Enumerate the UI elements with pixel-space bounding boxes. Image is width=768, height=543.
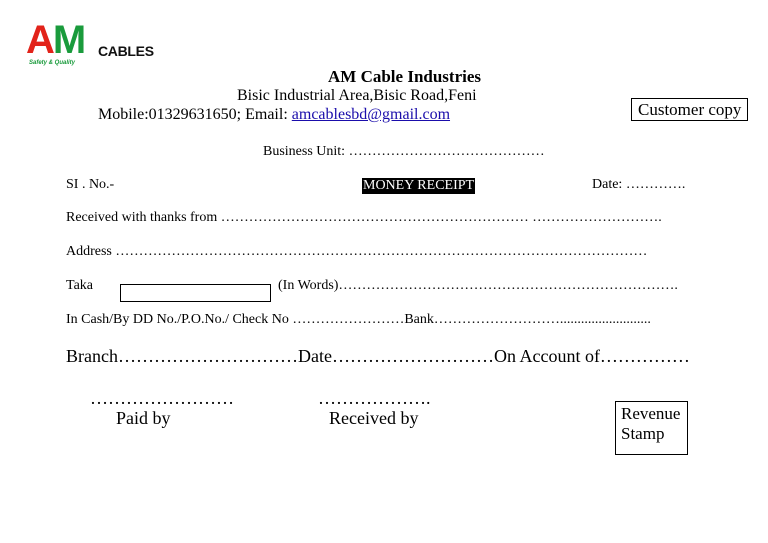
email-link[interactable]: amcablesbd@gmail.com [291,106,451,123]
company-logo [26,20,156,70]
stamp-label-line2: Stamp [621,424,665,443]
stamp-label-line1: Revenue [621,404,681,423]
company-address: Bisic Industrial Area,Bisic Road,Feni [237,87,477,104]
branch-date-account-field: Branch…………………………Date………………………On Account of…………… [66,346,690,366]
date-field: Date: …………. [592,177,686,192]
si-no-field: SI . No.- [66,177,115,192]
taka-label: Taka [66,278,94,293]
customer-copy-badge: Customer copy [631,98,748,121]
received-by-signature-line: ………………. [318,388,431,408]
taka-amount-box[interactable] [120,284,271,302]
logo-brand-word: CABLES [98,43,154,59]
paid-by-signature-line: …………………… [90,388,234,408]
contact-text: Mobile:01329631650; Email: [98,106,292,123]
company-contact [98,106,450,124]
revenue-stamp-box [615,401,688,455]
logo-letter-a: A [26,18,53,62]
company-name: AM Cable Industries [328,67,482,86]
business-unit-field: Business Unit: …………………………………… [263,144,545,159]
logo-letter-m: M [52,18,85,62]
in-words-field: (In Words)………………………………………………………………. [278,278,678,293]
receipt-title: MONEY RECEIPT [363,178,475,193]
paid-by-label: Paid by [116,408,171,428]
received-by-label: Received by [329,408,419,428]
logo-tagline: Safety & Quality [29,60,76,66]
payment-method-field: In Cash/By DD No./P.O.No./ Check No ……………………Bank……………………….......................... [66,312,651,327]
logo-mark [26,20,84,60]
address-field: Address …………………………………………………………………………………………………… [66,244,648,259]
received-from-field: Received with thanks from ………………………………………………………… ………………………. [66,210,662,225]
